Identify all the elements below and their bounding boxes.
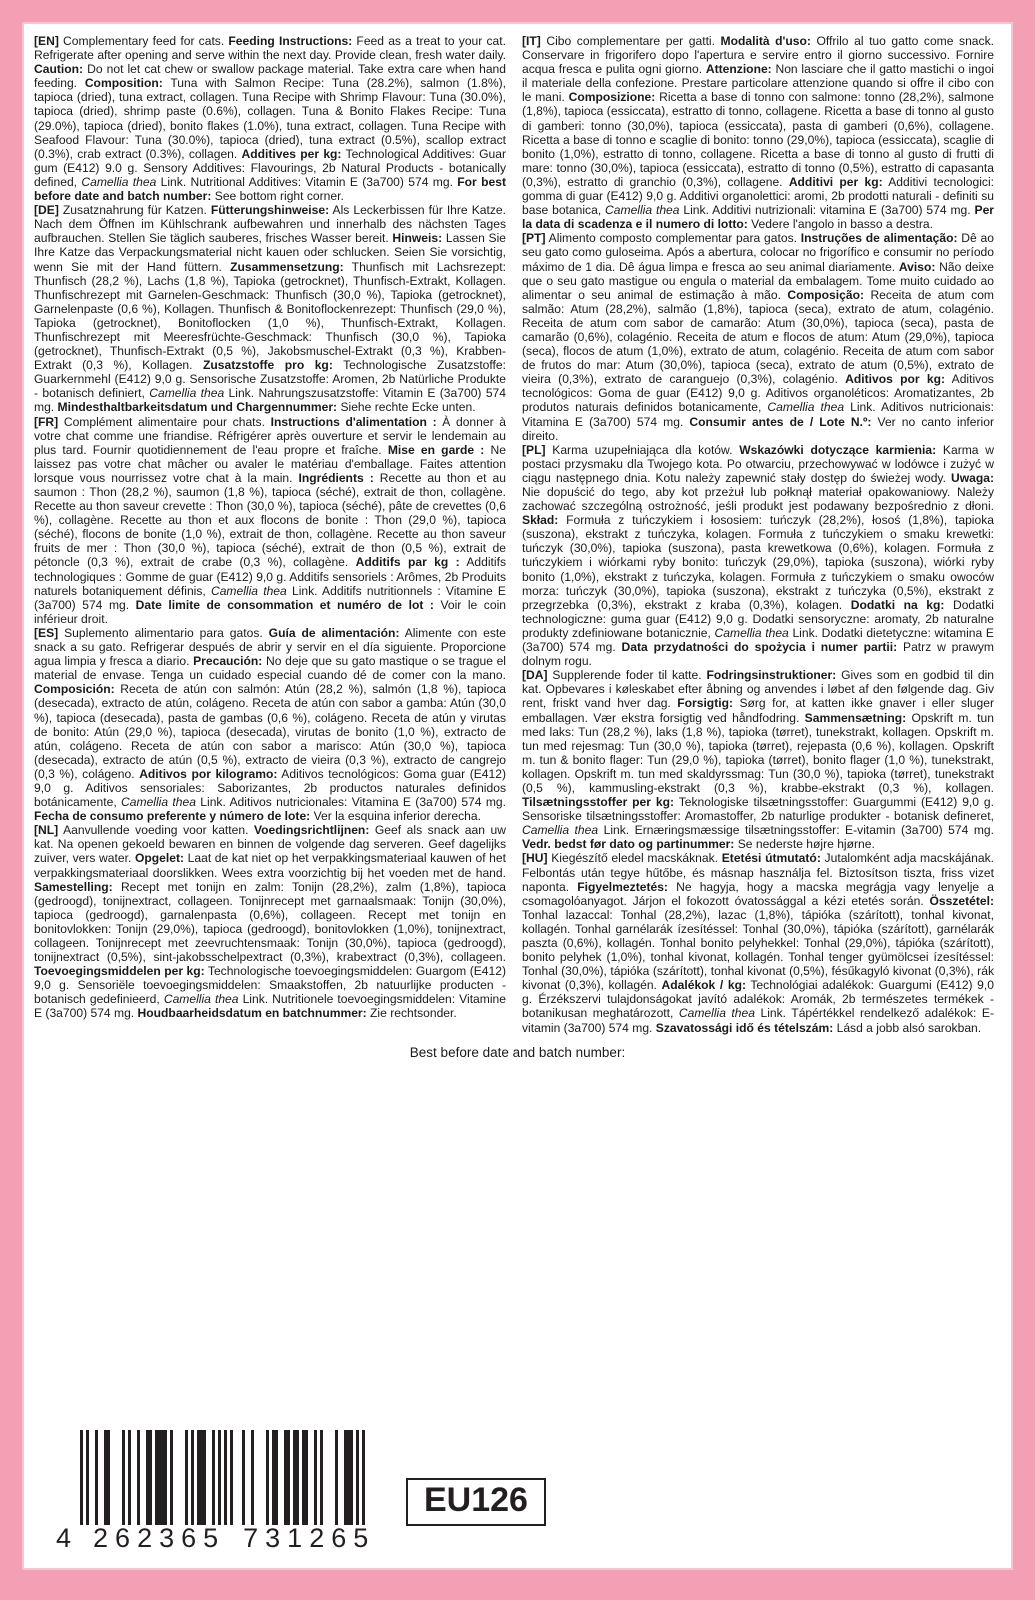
language-code: [ES]	[34, 625, 59, 640]
language-code: [FR]	[34, 414, 59, 429]
barcode-digits	[56, 1523, 375, 1554]
language-body-text: Instructions d'alimentation : À donner à votre chat comme une friandise. Réfrigérer après ouverture et servir le lendemain au plus tard. Fournir quotidiennement de l'eau propre et fraîche. Mise en garde : Ne laissez pas votre chat mâcher ou avaler le matériau d'emballage. Faites attention lorsque vous nourrissez votre chat à la main. Ingrédients : Recette au thon et au saumon : Thon (28,2 %), saumon (1,8 %), tapioca (séché), extrait de thon, collagène. Recette au thon saveur crevette : Thon (30,0 %), tapioca (séché), pâte de crevettes (0,6 %), collagène. Recette au thon et aux flocons de bonite : Thon (29,0 %), tapioca (séché), flocons de bonite (1,0 %), extrait de thon, collagène. Recette au thon saveur fruits de mer : Thon (30,0 %), tapioca (séché), extrait de thon (0,5 %), extrait de pétoncle (0,3 %), extrait de crabe (0,3 %), collagène. Additifs par kg : Additifs technologiques : Gomme de guar (E412) 9,0 g. Additifs sensoriels : Arômes, 2b Produits naturels botaniquement définis, Camellia thea Link. Additifs nutritionnels : Vitamine E (3a700) 574 mg. Date limite de consommation et numéro de lot : Voir le coin inférieur droit.	[34, 414, 506, 626]
right-language-column	[522, 34, 994, 1035]
language-block	[34, 823, 506, 1020]
language-body-text: Etetési útmutató: Jutalomként adja macskájának. Felbontás után tegye hűtőbe, és másnap használja fel. Biztosítson tiszta, friss vizet naponta. Figyelmeztetés: Ne hagyja, hogy a macska megrágja vagy lenyelje a csomagolóanyagot. Járjon el fokozott óvatossággal a kézi etetés során. Összetétel: Tonhal lazaccal: Tonhal (28,2%), lazac (1,8%), tápióka (szárított), tonhal kivonat, kollagén. Tonhal garnélarák ízesítéssel: Tonhal (30,0%), tápióka (szárított), garnélarák paszta (0,6%), kollagén. Tonhal bonito pelyhekkel: Tonhal (29,0%), tápióka (szárított), bonito pelyhek (1,0%), tonhal kivonat, kollagén. Tonhal tenger gyümölcsei ízesítéssel: Tonhal (30,0%), tápióka (szárított), tonhal kivonat (0,5%), fésűkagyló kivonat (0,3%), rák kivonat (0,3%), kollagén. Adalékok / kg: Technológiai adalékok: Guargumi (E412) 9,0 g. Érzékszervi tulajdonságokat javító adalékok: Aromák, 2b természetes termékek - botanikusan meghatározott, Camellia thea Link. Tápértékkel rendelkező adalékok: E-vitamin (3a700) 574 mg. Szavatossági idő és tételszám: Lásd a jobb alsó sarokban.	[522, 851, 994, 1035]
language-code: [EN]	[34, 34, 59, 48]
language-body-text: Feeding Instructions: Feed as a treat to your cat. Refrigerate after opening and serve within the next day. Provide clean, fresh water daily. Caution: Do not let cat chew or swallow package material. Take extra care when hand feeding. Composition: Tuna with Salmon Recipe: Tuna (28.2%), salmon (1.8%), tapioca (dried), tuna extract, collagen. Tuna Recipe with Shrimp Flavour: Tuna (30.0%), tapioca (dried), shrimp paste (0.6%), collagen. Tuna & Bonito Flakes Recipe: Tuna (29.0%), tapioca (dried), bonito flakes (1.0%), tuna extract, collagen. Tuna Recipe with Seafood Flavour: Tuna (30.0%), tapioca (dried), tuna extract (0.5%), scallop extract (0.3%), crab extract (0.3%), collagen. Additives per kg: Technological Additives: Guar gum (E412) 9.0 g. Sensory Additives: Flavourings, 2b Natural Products - botanically defined, Camellia thea Link. Nutritional Additives: Vitamin E (3a700) 574 mg. For best before date and batch number: See bottom right corner.	[34, 34, 507, 204]
language-block	[34, 34, 506, 203]
barcode-group-2: 731265	[243, 1523, 376, 1553]
language-code: [PT]	[522, 231, 546, 246]
language-body-text: Fodringsinstruktioner: Gives som en godbid til din kat. Opbevares i køleskabet efter åbning og anvendes i løbet af den følgende dag. Giv rent, friskt vand hver dag. Forsigtig: Sørg for, at katten ikke gnaver i eller sluger emballagen. Vær ekstra forsigtig ved håndfodring. Sammensætning: Opskrift m. tun med laks: Tun (28,2 %), laks (1,8 %), tapioka (tørret), tunekstrakt, kollagen. Opskrift m. tun med rejesmag: Tun (30,0 %), tapioka (tørret), rejepasta (0,6 %), kollagen. Opskrift m. tun & bonito flager: Tun (29,0 %), tapioka (tørret), bonito flager (1,0 %), tunekstrakt, kollagen. Opskrift m. tun med skaldyrssmag: Tun (30,0 %), tapioka (tørret), tunekstrakt (0,5 %), kammusling-ekstrakt (0,3 %), krabbe-ekstrakt (0,3 %), kollagen. Tilsætningsstoffer per kg: Teknologiske tilsætningsstoffer: Guargummi (E412) 9,0 g. Sensoriske tilsætningsstoffer: Aromastoffer, 2b naturlige produkter - botanisk defineret, Camellia thea Link. Ernæringsmæssige tilsætningsstoffer: E-vitamin (3a700) 574 mg. Vedr. bedst før dato og partinummer: Se nederste højre hjørne.	[522, 668, 994, 852]
language-subtitle: Complementary feed for cats.	[58, 34, 229, 48]
language-body-text: Voedingsrichtlijnen: Geef als snack aan uw kat. Na openen gekoeld bewaren en binnen de volgende dag serveren. Geef dagelijks zuiver, vers water. Opgelet: Laat de kat niet op het verpakkingsmateriaal kauwen of het verpakkingsmateriaal doorslikken. Wees extra voorzichtig bij het voeden met de hand. Samestelling: Recept met tonijn en zalm: Tonijn (28,2%), zalm (1,8%), tapioca (gedroogd), tonijnextract, collageen. Tonijnrecept met garnaalsmaak: Tonijn (30,0%), tapioca (gedroogd), garnalenpasta (0,6%), collageen. Recept met tonijn en bonitovlokken: Tonijn (29,0%), tapioca (gedroogd), bonitovlokken (1,0%), tonijnextract, collageen. Tonijnrecept met zeevruchtensmaak: Tonijn (30,0%), tapioca (gedroogd), tonijnextract (0,5%), sint-jakobsschelpextract (0,3%), krabextract (0,3%), collageen. Toevoegingsmiddelen per kg: Technologische toevoegingsmiddelen: Guargom (E412) 9,0 g. Sensoriële toevoegingsmiddelen: Smaakstoffen, 2b natuurlijke producten - botanisch gedefinieerd, Camellia thea Link. Nutritionele toevoegingsmiddelen: Vitamine E (3a700) 574 mg. Houdbaarheidsdatum en batchnummer: Zie rechtsonder.	[34, 823, 506, 1021]
language-code: [PL]	[522, 442, 546, 457]
language-subtitle: Kiegészítő eledel macskáknak.	[547, 851, 722, 866]
barcode-bars	[80, 1430, 365, 1525]
language-body-text: Instruções de alimentação: Dê ao seu gato como guloseima. Após a abertura, colocar no frigorífico e consumir no período máximo de 1 dia. Dê água limpa e fresca ao seu animal diariamente. Aviso: Não deixe que o seu gato mastigue ou engula o material da embalagem. Tome muito cuidado ao alimentar o seu animal de estimação à mão. Composição: Receita de atum com salmão: Atum (28,2%), salmão (1,8%), tapioca (seca), extrato de atum, colagénio. Receita de atum com sabor de camarão: Atum (30,0%), tapioca (seca), pasta de camarão (0,6%), colagénio. Receita de atum e flocos de atum: Atum (29,0%), tapioca (seca), flocos de atum (1,0%), extrato de atum, colagénio. Receita de atum com sabor de frutos do mar: Atum (30,0%), tapioca (seca), extrato de atum (0,5%), extrato de vieira (0,3%), extrato de caranguejo (0,3%), colagénio. Aditivos por kg: Aditivos tecnológicos: Goma de guar (E412) 9,0 g. Aditivos organoléticos: Aromatizantes, 2b produtos naturais definidos botanicamente, Camellia thea Link. Aditivos nutricionais: Vitamina E (3a700) 574 mg. Consumir antes de / Lote N.º: Ver no canto inferior direito.	[522, 231, 994, 443]
frame-left-border	[0, 0, 22, 1600]
language-body-text: Fütterungshinweise: Als Leckerbissen für Ihre Katze. Nach dem Öffnen im Kühlschrank aufbewahren und innerhalb des nächsten Tages aufbrauchen. Stellen Sie täglich sauberes, frisches Wasser bereit. Hinweis: Lassen Sie Ihre Katze das Verpackungsmaterial nicht kauen oder schlucken. Seien Sie vorsichtig, wenn Sie mit der Hand füttern. Zusammensetzung: Thunfisch mit Lachsrezept: Thunfisch (28,2 %), Lachs (1,8 %), Tapioka (getrocknet), Thunfisch-Extrakt, Kollagen. Thunfischrezept mit Garnelen-Geschmack: Thunfisch (30,0 %), Tapioka (getrocknet), Garnelenpaste (0,6 %), Kollagen. Thunfisch & Bonitoflockenrezept: Thunfisch (29,0 %), Tapioka (getrocknet), Bonitoflocken (1,0 %), Thunfisch-Extrakt, Kollagen. Thunfischrezept mit Meeresfrüchte-Geschmack: Thunfisch (30,0 %), Tapioka (getrocknet), Thunfisch-Extrakt (0,5 %), Jakobsmuschel-Extrakt (0,3 %), Krabben-Extrakt (0,3 %), Kollagen. Zusatzstoffe pro kg: Technologische Zusatzstoffe: Guarkernmehl (E412) 9,0 g. Sensorische Zusatzstoffe: Aromen, 2b Natürliche Produkte - botanisch definiert, Camellia thea Link. Nahrungszusatzstoffe: Vitamin E (3a700) 574 mg. Mindesthaltbarkeitsdatum und Chargennummer: Siehe rechte Ecke unten.	[34, 203, 507, 415]
two-column-text-area	[34, 34, 1001, 1035]
language-code: [HU]	[522, 851, 548, 866]
language-block	[522, 443, 994, 669]
barcode-area	[34, 1394, 1001, 1554]
language-subtitle: Supplerende foder til katte.	[547, 668, 707, 683]
frame-right-border	[1013, 0, 1035, 1600]
language-subtitle: Karma uzupełniająca dla kotów.	[545, 442, 740, 457]
language-subtitle: Suplemento alimentario para gatos.	[58, 625, 269, 640]
barcode-lead-digit: 4	[56, 1523, 74, 1553]
left-language-column	[34, 34, 506, 1035]
language-block	[522, 668, 994, 851]
language-body-text: Wskazówki dotyczące karmienia: Karma w postaci przysmaku dla Twojego kota. Po otwarciu, przechowywać w lodówce i zużyć w ciągu następnego dnia. Kotu należy zapewnić stały dostęp do świeżej wody. Uwaga: Nie dopuścić do tego, aby kot przeżuł lub połknął materiał opakowaniowy. Należy zachować szczególną ostrożność, jeśli produkt jest podawany bezpośrednio z dłoni. Skład: Formuła z tuńczykiem i łososiem: tuńczyk (28,2%), łosoś (1,8%), tapioka (suszona), ekstrakt z tuńczyka, kolagen. Formuła z tuńczykiem o smaku krewetki: tuńczyk (30,0%), tapioka (suszona), pasta krewetkowa (0,6%), kolagen. Formuła z tuńczykiem i wiórkami ryby bonito: tuńczyk (29,0%), tapioka (suszona), wiórki ryby bonito (1,0%), ekstrakt z tuńczyka, kolagen. Formuła z tuńczykiem o smaku owoców morza: tuńczyk (30,0%), tapioka (suszona), ekstrakt z tuńczyka (0,5%), ekstrakt z przegrzebka (0,3%), ekstrakt z kraba (0,3%), kolagen. Dodatki na kg: Dodatki technologiczne: guma guar (E412) 9,0 g. Dodatki sensoryczne: aromaty, 2b naturalne produkty zdefiniowane botanicznie, Camellia thea Link. Dodatki dietetyczne: witamina E (3a700) 574 mg. Data przydatności do spożycia i numer partii: Patrz w prawym dolnym rogu.	[522, 442, 994, 669]
language-block	[522, 231, 994, 442]
frame-top-border	[0, 0, 1035, 22]
language-body-text: Guía de alimentación: Alimente con este snack a su gato. Refrigerar después de abrir y servir en el día siguiente. Proporcione agua limpia y fresca a diario. Precaución: No deje que su gato mastique o se trague el material de envase. Tenga un cuidado especial cuando dé de comer con la mano. Composición: Receta de atún con salmón: Atún (28,2 %), salmón (1,8 %), tapioca (desecada), extracto de atún, colágeno. Receta de atún con sabor a gamba: Atún (30,0 %), tapioca (desecada), pasta de gambas (0,6 %), colágeno. Receta de atún y virutas de bonito: Atún (29,0 %), tapioca (desecada), virutas de bonito (1,0 %), extracto de atún, colágeno. Receta de atún con sabor a marisco: Atún (30,0 %), tapioca (desecada), extracto de atún (0,5 %), extracto de vieira (0,3 %), extracto de cangrejo (0,3 %), colágeno. Aditivos por kilogramo: Aditivos tecnológicos: Goma guar (E412) 9,0 g. Aditivos sensoriales: Saborizantes, 2b productos naturales definidos botánicamente, Camellia thea Link. Aditivos nutricionales: Vitamina E (3a700) 574 mg. Fecha de consumo preferente y número de lote: Ver la esquina inferior derecha.	[34, 625, 507, 824]
language-block	[34, 626, 506, 823]
eu-code-box: EU126	[406, 1478, 546, 1526]
language-code: [IT]	[522, 34, 541, 48]
language-subtitle: Aanvullende voeding voor katten.	[58, 823, 254, 838]
language-block	[34, 415, 506, 626]
language-block	[522, 851, 994, 1034]
language-subtitle: Complément alimentaire pour chats.	[58, 414, 271, 429]
label-content	[34, 34, 1001, 1334]
language-subtitle: Zusatznahrung für Katzen.	[58, 203, 211, 218]
frame-bottom-border	[0, 1570, 1035, 1600]
barcode-group-1: 262365	[93, 1523, 226, 1553]
ean13-barcode	[56, 1430, 375, 1554]
language-subtitle: Cibo complementare per gatti.	[540, 34, 721, 48]
language-block	[34, 203, 506, 414]
language-body-text: Modalità d'uso: Offrilo al tuo gatto come snack. Conservare in frigorifero dopo l'apertura e servire entro il giorno successivo. Fornire acqua fresca e pulita ogni giorno. Attenzione: Non lasciare che il gatto mastichi o ingoi il materiale della confezione. Prestare particolare attenzione quando si offre il cibo con le mani. Composizione: Ricetta a base di tonno con salmone: tonno (28,2%), salmone (1,8%), tapioca (essiccata), estratto di tonno, collagene. Ricetta a base di tonno al gusto di gamberi: tonno (30,0%), tapioca (essiccata), pasta di gamberi (0,6%), collagene. Ricetta a base di tonno e scaglie di bonito: tonno (29,0%), tapioca (essiccata), scaglie di bonito (1,0%), estratto di tonno, collagene. Ricetta a base di tonno al gusto di frutti di mare: tonno (30,0%), tapioca (essiccata), estratto di tonno (0,5%), estratto di capasanta (0,3%), estratto di granchio (0,3%), collagene. Additivi per kg: Additivi tecnologici: gomma di guar (E412) 9,0 g. Additivi organolettici: aromi, 2b prodotti naturali - definiti su base botanica, Camellia thea Link. Additivi nutrizionali: vitamina E (3a700) 574 mg. Per la data di scadenza e il numero di lotto: Vedere l'angolo in basso a destra.	[522, 34, 994, 232]
language-subtitle: Alimento composto complementar para gatos.	[545, 231, 801, 246]
language-block	[522, 34, 994, 231]
language-code: [NL]	[34, 823, 59, 838]
best-before-caption: Best before date and batch number:	[409, 1044, 626, 1060]
language-code: [DA]	[522, 668, 548, 683]
language-code: [DE]	[34, 203, 59, 218]
